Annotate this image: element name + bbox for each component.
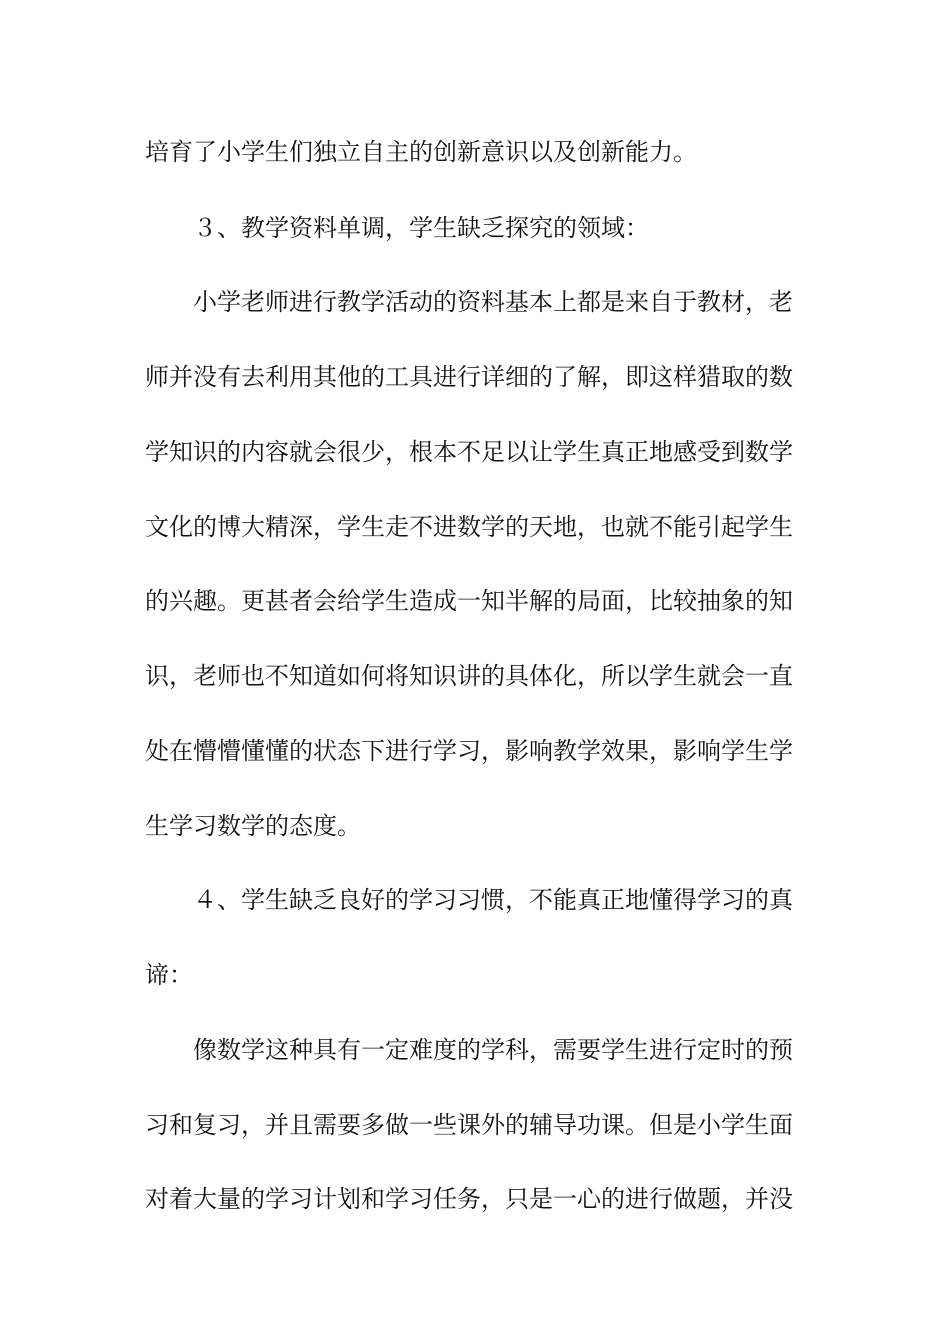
text-line: 文化的博大精深，学生走不进数学的天地，也就不能引起学生 xyxy=(145,513,793,541)
text-line: 师并没有去利用其他的工具进行详细的了解，即这样猎取的数 xyxy=(145,363,793,391)
text-line: 学知识的内容就会很少，根本不足以让学生真正地感受到数学 xyxy=(145,438,793,466)
text-line: 习和复习，并且需要多做一些课外的辅导功课。但是小学生面 xyxy=(145,1111,793,1139)
section-heading-continued: 谛： xyxy=(145,961,193,989)
text-line: 小学老师进行教学活动的资料基本上都是来自于教材，老 xyxy=(193,288,793,316)
text-line: 生学习数学的态度。 xyxy=(145,812,361,840)
text-line: 处在懵懵懂懂的状态下进行学习，影响教学效果，影响学生学 xyxy=(145,737,793,765)
text-line: 对着大量的学习计划和学习任务，只是一心的进行做题，并没 xyxy=(145,1185,793,1213)
section-heading: ３、教学资料单调，学生缺乏探究的领域： xyxy=(193,214,649,242)
text-line: 的兴趣。更甚者会给学生造成一知半解的局面，比较抽象的知 xyxy=(145,587,793,615)
text-line: 识，老师也不知道如何将知识讲的具体化，所以学生就会一直 xyxy=(145,662,793,690)
section-heading: ４、学生缺乏良好的学习习惯，不能真正地懂得学习的真 xyxy=(193,886,793,914)
text-line: 像数学这种具有一定难度的学科，需要学生进行定时的预 xyxy=(193,1036,793,1064)
text-line: 培育了小学生们独立自主的创新意识以及创新能力。 xyxy=(145,138,697,166)
